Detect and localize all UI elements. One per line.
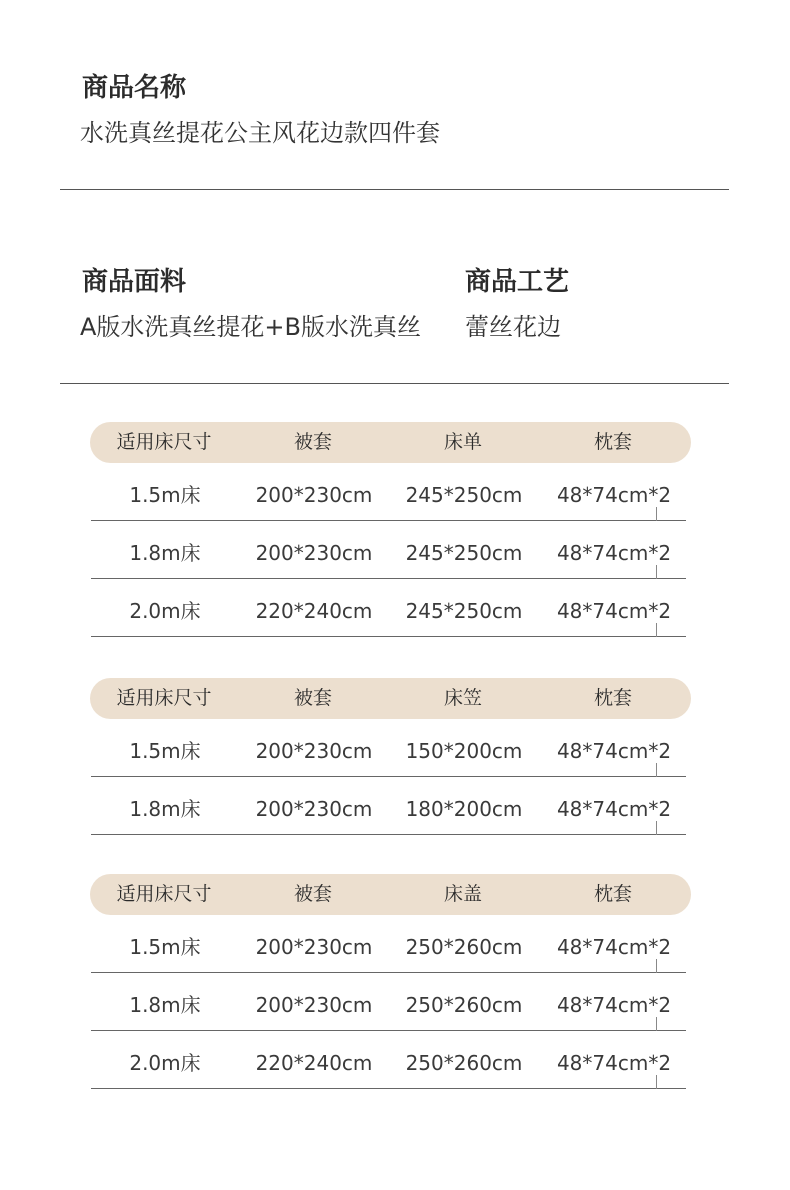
divider xyxy=(60,383,729,384)
table-row xyxy=(91,579,686,637)
table-cell: 1.8m床 xyxy=(129,541,201,565)
table-row xyxy=(91,521,686,579)
table-cell: 2.0m床 xyxy=(129,1051,201,1075)
craft-value: 蕾丝花边 xyxy=(465,313,561,341)
table-cell: 220*240cm xyxy=(255,599,373,623)
header-cell: 适用床尺寸 xyxy=(116,883,212,905)
table-cell: 2.0m床 xyxy=(129,599,201,623)
craft-label: 商品工艺 xyxy=(465,267,570,297)
table-cell: 48*74cm*2 xyxy=(556,599,672,623)
header-cell: 适用床尺寸 xyxy=(116,431,212,453)
size-table-sheet xyxy=(90,422,691,637)
table-cell: 1.5m床 xyxy=(129,935,201,959)
table-header xyxy=(90,422,691,463)
table-cell: 200*230cm xyxy=(255,993,373,1017)
table-row xyxy=(91,463,686,521)
table-cell: 48*74cm*2 xyxy=(556,993,672,1017)
header-cell: 被套 xyxy=(293,883,332,905)
divider xyxy=(60,189,729,190)
header-cell: 被套 xyxy=(293,687,332,709)
table-row xyxy=(91,915,686,973)
table-cell: 200*230cm xyxy=(255,739,373,763)
table-cell: 1.5m床 xyxy=(129,739,201,763)
size-table-fitted-sheet xyxy=(90,678,691,835)
row-tick xyxy=(656,1017,657,1031)
size-table-bedspread xyxy=(90,874,691,1089)
table-cell: 48*74cm*2 xyxy=(556,797,672,821)
table-cell: 200*230cm xyxy=(255,935,373,959)
table-cell: 245*250cm xyxy=(405,541,523,565)
product-name-value: 水洗真丝提花公主风花边款四件套 xyxy=(80,119,440,147)
table-row xyxy=(91,719,686,777)
row-tick xyxy=(656,821,657,835)
table-cell: 48*74cm*2 xyxy=(556,483,672,507)
table-row xyxy=(91,777,686,835)
header-cell: 适用床尺寸 xyxy=(116,687,212,709)
table-cell: 220*240cm xyxy=(255,1051,373,1075)
table-cell: 150*200cm xyxy=(405,739,523,763)
table-header xyxy=(90,678,691,719)
table-cell: 200*230cm xyxy=(255,797,373,821)
row-tick xyxy=(656,1075,657,1089)
table-cell: 245*250cm xyxy=(405,599,523,623)
table-cell: 48*74cm*2 xyxy=(556,935,672,959)
table-cell: 200*230cm xyxy=(255,483,373,507)
table-cell: 48*74cm*2 xyxy=(556,541,672,565)
table-row xyxy=(91,973,686,1031)
row-tick xyxy=(656,763,657,777)
table-cell: 250*260cm xyxy=(405,935,523,959)
table-row xyxy=(91,1031,686,1089)
header-cell: 床盖 xyxy=(443,883,482,905)
table-cell: 1.8m床 xyxy=(129,797,201,821)
header-cell: 床笠 xyxy=(443,687,482,709)
fabric-value: A版水洗真丝提花+B版水洗真丝 xyxy=(80,313,421,341)
table-cell: 250*260cm xyxy=(405,993,523,1017)
table-cell: 245*250cm xyxy=(405,483,523,507)
header-cell: 枕套 xyxy=(593,883,632,905)
row-tick xyxy=(656,623,657,637)
table-header xyxy=(90,874,691,915)
table-cell: 200*230cm xyxy=(255,541,373,565)
row-tick xyxy=(656,507,657,521)
header-cell: 枕套 xyxy=(593,431,632,453)
row-tick xyxy=(656,959,657,973)
table-cell: 1.5m床 xyxy=(129,483,201,507)
header-cell: 床单 xyxy=(443,431,482,453)
table-cell: 180*200cm xyxy=(405,797,523,821)
table-cell: 48*74cm*2 xyxy=(556,1051,672,1075)
row-tick xyxy=(656,565,657,579)
table-cell: 250*260cm xyxy=(405,1051,523,1075)
header-cell: 被套 xyxy=(293,431,332,453)
header-cell: 枕套 xyxy=(593,687,632,709)
fabric-label: 商品面料 xyxy=(82,267,187,297)
table-cell: 48*74cm*2 xyxy=(556,739,672,763)
product-name-label: 商品名称 xyxy=(82,73,187,103)
table-cell: 1.8m床 xyxy=(129,993,201,1017)
